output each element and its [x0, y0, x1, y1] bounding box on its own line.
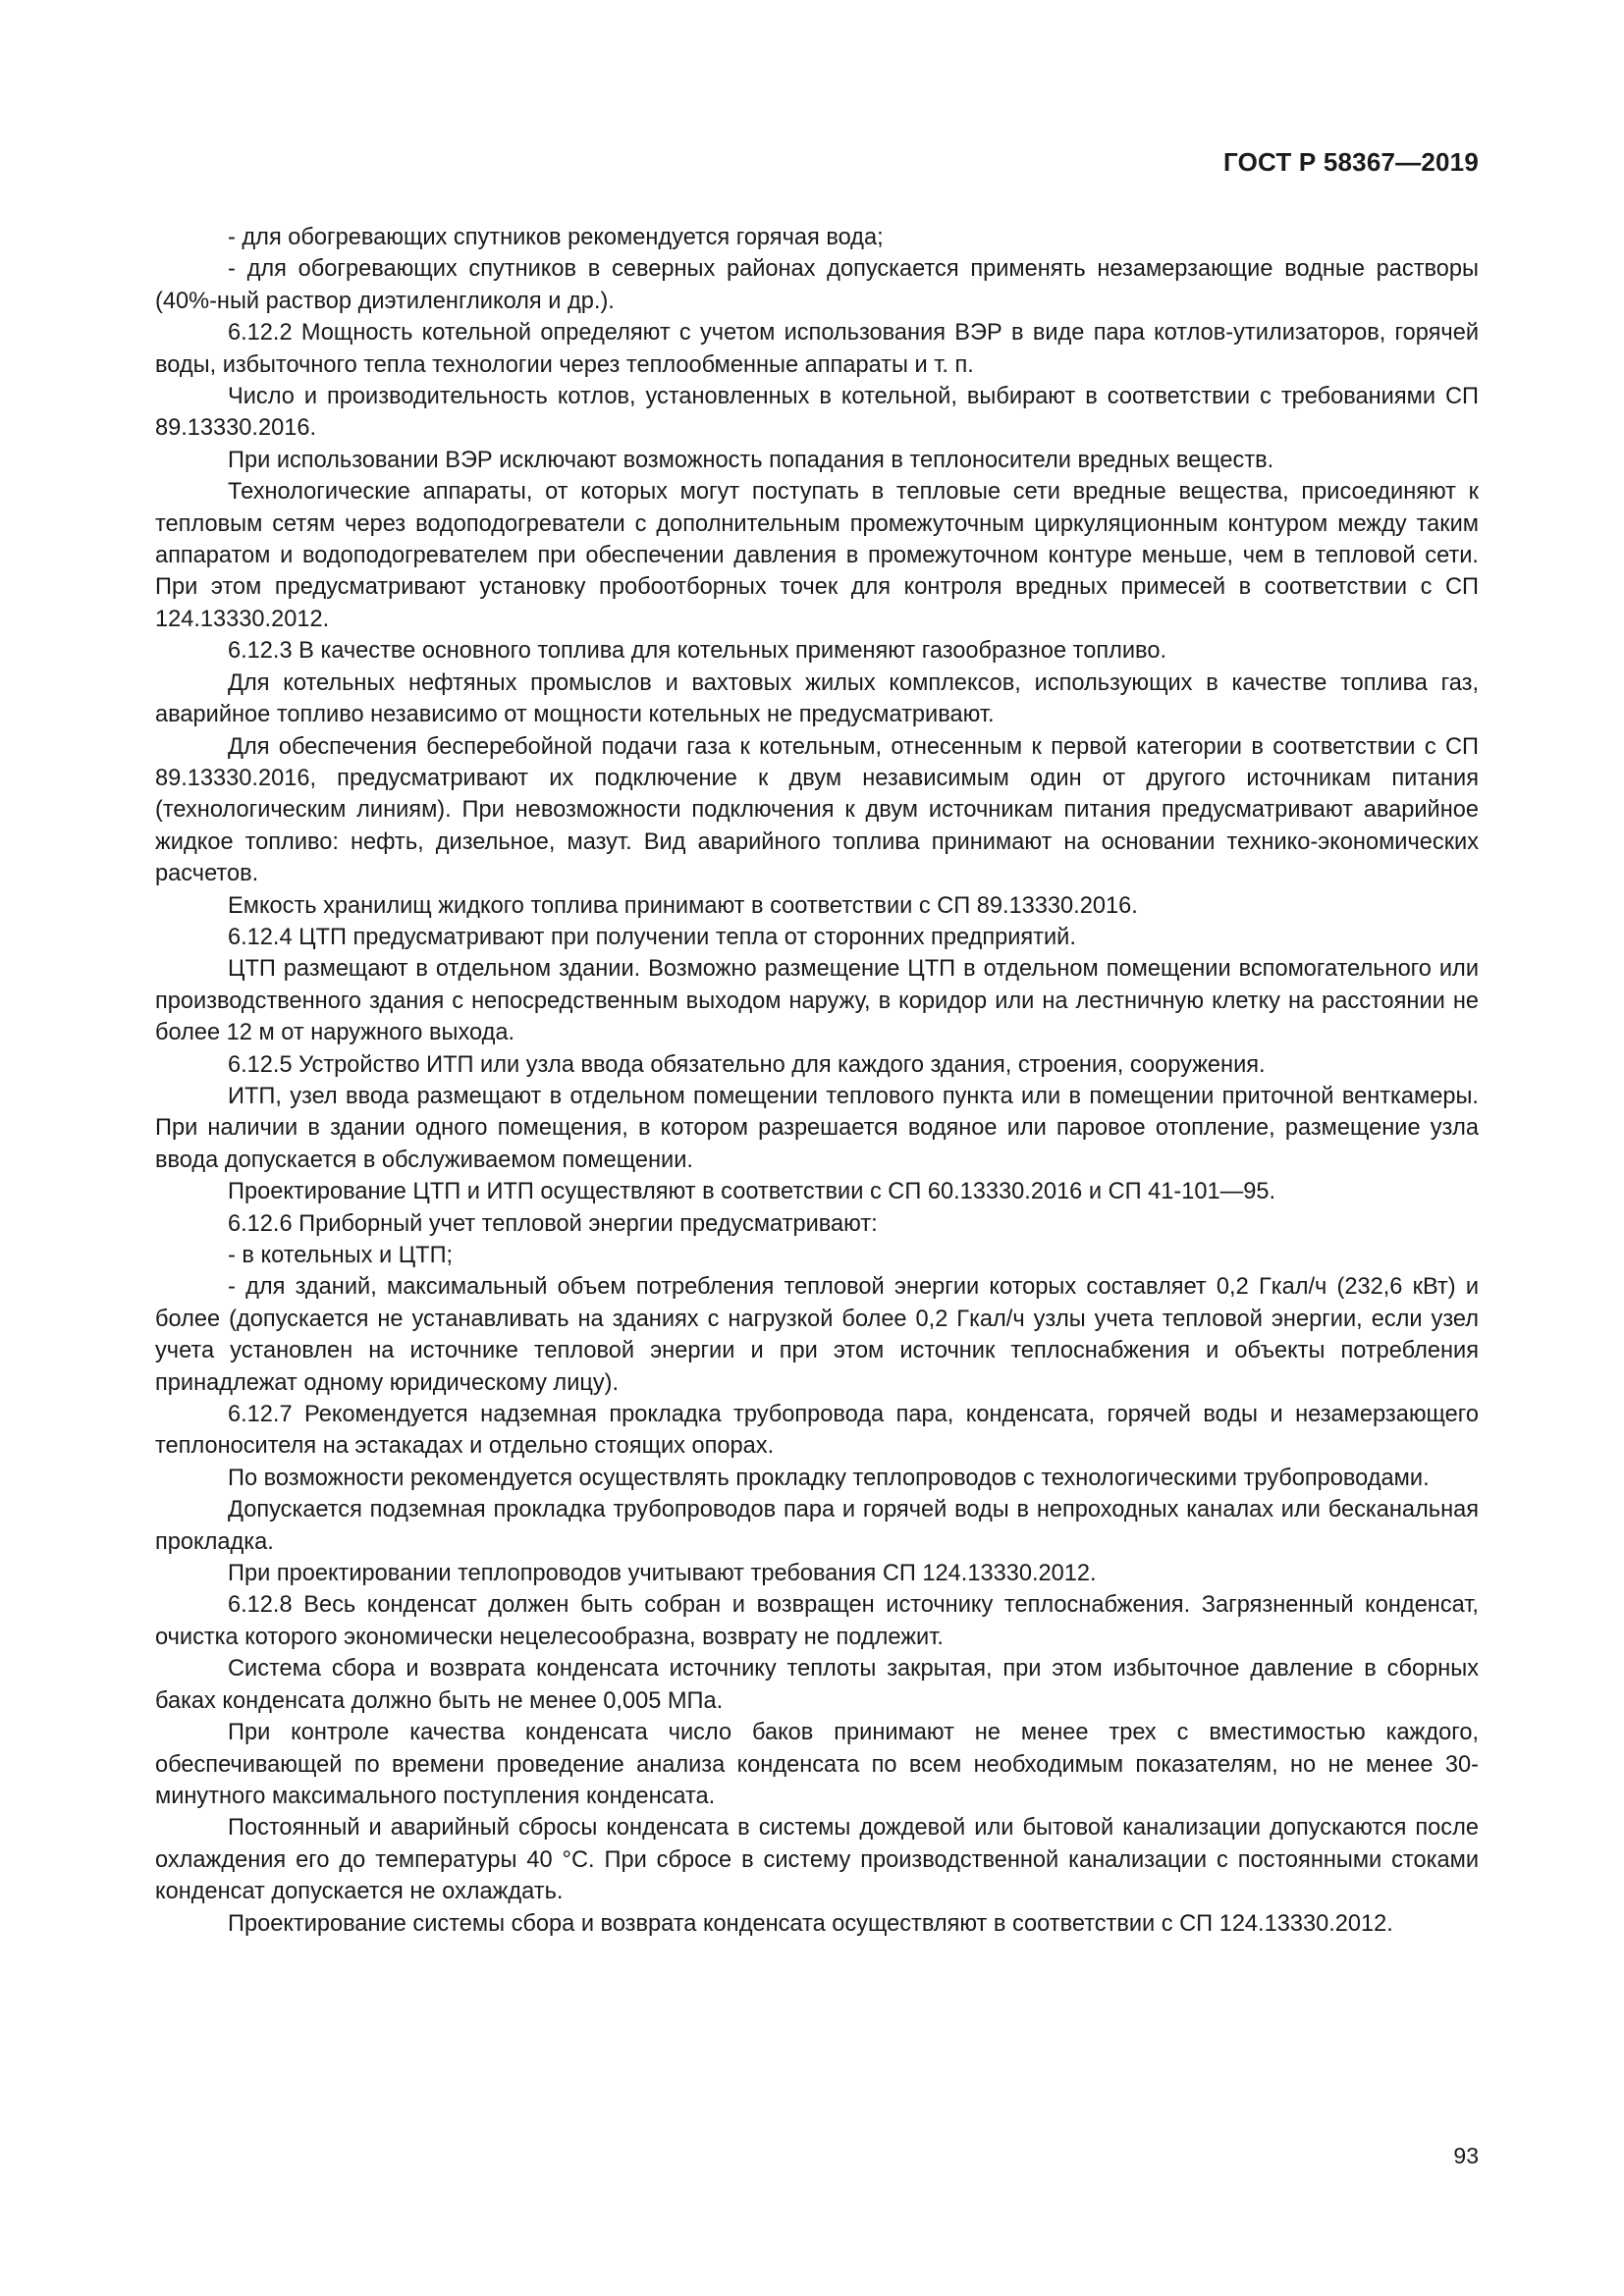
paragraph: - для обогревающих спутников в северных районах допускается применять незамерзающие водные растворы (40%-ный раствор диэтиленгликоля и др.).: [155, 256, 1479, 314]
paragraph: При использовании ВЭР исключают возможность попадания в теплоносители вредных веществ.: [228, 447, 1274, 473]
paragraph: ЦТП размещают в отдельном здании. Возможно размещение ЦТП в отдельном помещении вспомогательного или производственного здания с непосредственным выходом наружу, в коридор или на лестничную клетку на расстоянии не более 12 м от наружного выхода.: [155, 956, 1479, 1046]
paragraph: 6.12.5 Устройство ИТП или узла ввода обязательно для каждого здания, строения, сооружения.: [228, 1051, 1266, 1078]
paragraph: Число и производительность котлов, установленных в котельной, выбирают в соответствии с требованиями СП 89.13330.2016.: [155, 384, 1479, 442]
paragraph: - для зданий, максимальный объем потребления тепловой энергии которых составляет 0,2 Гкал/ч (232,6 кВт) и более (допускается не устанавливать на зданиях с нагрузкой более 0,2 Гкал/ч узлы учета тепловой энергии, если узел учета установлен на источнике тепловой энергии и при этом источник теплоснабжения и объекты потребления принадлежат одному юридическому лицу).: [155, 1274, 1479, 1396]
paragraph: - для обогревающих спутников рекомендуется горячая вода;: [228, 225, 884, 250]
paragraph: По возможности рекомендуется осуществлять прокладку теплопроводов с технологическими трубопроводами.: [228, 1465, 1430, 1491]
paragraph: 6.12.2 Мощность котельной определяют с учетом использования ВЭР в виде пара котлов-утилизаторов, горячей воды, избыточного тепла технологии через теплообменные аппараты и т. п.: [155, 320, 1479, 378]
paragraph: Для обеспечения бесперебойной подачи газа к котельным, отнесенным к первой категории в соответствии с СП 89.13330.2016, предусматривают их подключение к двум независимым один от другого источникам питания (технологическим линиям). При невозможности подключения к двум источникам питания предусматривают аварийное жидкое топливо: нефть, дизельное, мазут. Вид аварийного топлива принимают на основании технико-экономических расчетов.: [155, 733, 1479, 887]
paragraph: 6.12.4 ЦТП предусматривают при получении тепла от сторонних предприятий.: [228, 924, 1076, 950]
paragraph: Емкость хранилищ жидкого топлива принимают в соответствии с СП 89.13330.2016.: [228, 892, 1138, 919]
paragraph: 6.12.3 В качестве основного топлива для котельных применяют газообразное топливо.: [228, 638, 1167, 665]
paragraph: 6.12.7 Рекомендуется надземная прокладка трубопровода пара, конденсата, горячей воды и незамерзающего теплоносителя на эстакадах и отдельно стоящих опорах.: [155, 1402, 1479, 1460]
document-id-header: ГОСТ Р 58367—2019: [1223, 147, 1479, 177]
paragraph: ИТП, узел ввода размещают в отдельном помещении теплового пункта или в помещении приточной венткамеры. При наличии в здании одного помещения, в котором разрешается водяное или паровое отопление, размещение узла ввода допускается в обслуживаемом помещении.: [155, 1083, 1479, 1173]
paragraph: - в котельных и ЦТП;: [228, 1243, 454, 1268]
page-number: 93: [1453, 2143, 1479, 2168]
paragraph: Проектирование системы сбора и возврата конденсата осуществляют в соответствии с СП 124.13330.2012.: [228, 1910, 1393, 1937]
paragraph: Система сбора и возврата конденсата источнику теплоты закрытая, при этом избыточное давление в сборных баках конденсата должно быть не менее 0,005 МПа.: [155, 1656, 1479, 1714]
paragraph: Технологические аппараты, от которых могут поступать в тепловые сети вредные вещества, присоединяют к тепловым сетям через водоподогреватели с дополнительным промежуточным циркуляционным контуром между таким аппаратом и водоподогревателем при обеспечении давления в промежуточном контуре меньше, чем в тепловой сети. При этом предусматривают установку пробоотборных точек для контроля вредных примесей в соответствии с СП 124.13330.2012.: [155, 479, 1479, 632]
paragraph: Проектирование ЦТП и ИТП осуществляют в соответствии с СП 60.13330.2016 и СП 41-101—95.: [228, 1179, 1276, 1205]
paragraph: При проектировании теплопроводов учитывают требования СП 124.13330.2012.: [228, 1561, 1097, 1587]
paragraph: 6.12.8 Весь конденсат должен быть собран и возвращен источнику теплоснабжения. Загрязненный конденсат, очистка которого экономически нецелесообразна, возврату не подлежит.: [155, 1592, 1479, 1650]
document-body: [155, 222, 1479, 1940]
paragraph: Допускается подземная прокладка трубопроводов пара и горячей воды в непроходных каналах или бесканальная прокладка.: [155, 1497, 1479, 1555]
paragraph: При контроле качества конденсата число баков принимают не менее трех с вместимостью каждого, обеспечивающей по времени проведение анализа конденсата по всем необходимым показателям, но не менее 30-минутного максимального поступления конденсата.: [155, 1720, 1479, 1809]
paragraph: 6.12.6 Приборный учет тепловой энергии предусматривают:: [228, 1210, 878, 1237]
paragraph: Постоянный и аварийный сбросы конденсата в системы дождевой или бытовой канализации допускаются после охлаждения его до температуры 40 °С. При сбросе в систему производственной канализации с постоянными стоками конденсат допускается не охлаждать.: [155, 1815, 1479, 1905]
paragraph: Для котельных нефтяных промыслов и вахтовых жилых комплексов, использующих в качестве топлива газ, аварийное топливо независимо от мощности котельных не предусматривают.: [155, 669, 1479, 728]
